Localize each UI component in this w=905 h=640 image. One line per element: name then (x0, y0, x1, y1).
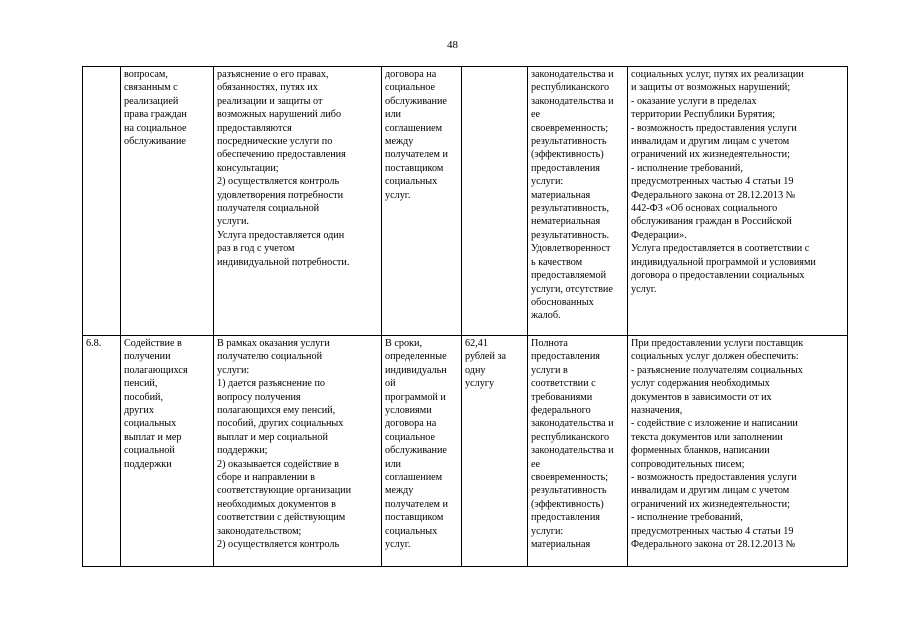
services-table (82, 66, 848, 567)
cell-service-terms: договора на социальное обслуживание или соглашением между получателем и поставщиком социальных услуг. (382, 67, 462, 336)
cell-conditions: социальных услуг, путях их реализации и защиты от возможных нарушений; - оказание услуги в пределах территории Республики Бурятия; - возможность предоставления услуги инвалидам и другим лицам с учетом ограничений их жизнедеятельности; - исполнение требований, предусмотренных частью 4 статьи 19 Федерального закона от 28.12.2013 № 442-ФЗ «Об основах социального обслуживания граждан в Российской Федерации». Услуга предоставляется в соответствии с индивидуальной программой и условиями договора о предоставлении социальных услуг. (628, 67, 848, 336)
page-number: 48 (447, 39, 458, 51)
cell-number: 6.8. (83, 336, 121, 567)
table-row (83, 336, 848, 567)
cell-tariff: 62,41 рублей за одну услугу (462, 336, 528, 567)
cell-conditions: При предоставлении услуги поставщик социальных услуг должен обеспечить: - разъяснение получателям социальных услуг содержания необходимых документов в зависимости от их назначения, - содействие с изложение и написании текста документов или заполнении форменных бланков, написании сопроводительных писем; - возможность предоставления услуги инвалидам и другим лицам с учетом ограничений их жизнедеятельности; - исполнение требований, предусмотренных частью 4 статьи 19 Федерального закона от 28.12.2013 № (628, 336, 848, 567)
cell-tariff (462, 67, 528, 336)
cell-service-name: вопросам, связанным с реализацией права граждан на социальное обслуживание (121, 67, 214, 336)
cell-quality-indicators: законодательства и республиканского законодательства и ее своевременность; результативность (эффективность) предоставления услуги: материальная результативность, нематериальная результативность. Удовлетворенност ь качеством предоставляемой услуги, отсутствие обоснованных жалоб. (528, 67, 628, 336)
cell-quality-indicators: Полнота предоставления услуги в соответствии с требованиями федерального законодательства и республиканского законодательства и ее своевременность; результативность (эффективность) предоставления услуги: материальная (528, 336, 628, 567)
cell-service-description: разъяснение о его правах, обязанностях, путях их реализации и защиты от возможных нарушений либо предоставляются посреднические услуги по обеспечению предоставления консультации; 2) осуществляется контроль удовлетворения потребности получателя социальной услуги. Услуга предоставляется один раз в год с учетом индивидуальной потребности. (214, 67, 382, 336)
cell-service-name: Содействие в получении полагающихся пенсий, пособий, других социальных выплат и мер социальной поддержки (121, 336, 214, 567)
cell-service-terms: В сроки, определенные индивидуальн ой программой и условиями договора на социальное обслуживание или соглашением между получателем и поставщиком социальных услуг. (382, 336, 462, 567)
table-row (83, 67, 848, 336)
cell-number (83, 67, 121, 336)
cell-service-description: В рамках оказания услуги получателю социальной услуги: 1) дается разъяснение по вопросу получения полагающихся ему пенсий, пособий, других социальных выплат и мер социальной поддержки; 2) оказывается содействие в сборе и направлении в соответствующие организации необходимых документов в соответствии с действующим законодательством; 2) осуществляется контроль (214, 336, 382, 567)
